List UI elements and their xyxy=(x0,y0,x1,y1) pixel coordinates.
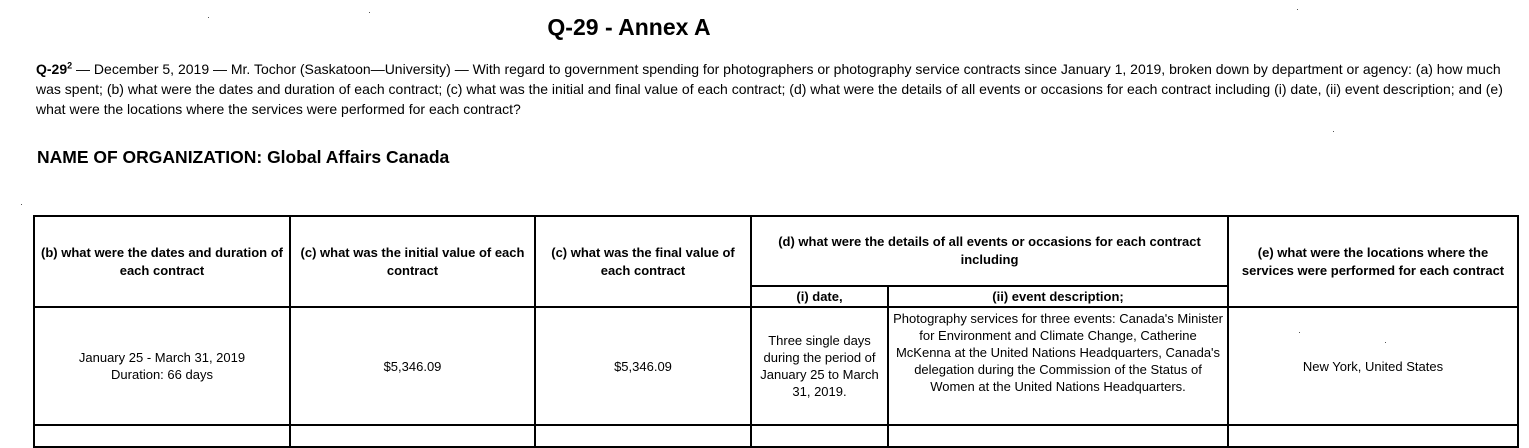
cell-location: New York, United States xyxy=(1228,307,1518,425)
contract-dates: January 25 - March 31, 2019 xyxy=(78,350,246,365)
cell-event-description: Photography services for three events: Canada's Minister for Environment and Climate Change, Catherine McKenna at the United Nations Headquarters, Canada's delegation during the Commission of the Status of Women at the United Nations Headquarters. xyxy=(888,307,1228,425)
question-paragraph xyxy=(36,59,1516,119)
cell-final-value: $5,346.09 xyxy=(535,307,751,425)
scan-speck xyxy=(1297,9,1298,10)
organization-name: NAME OF ORGANIZATION: Global Affairs Canada xyxy=(37,147,450,167)
table-row xyxy=(34,307,1518,425)
scan-speck xyxy=(1299,332,1300,333)
scan-speck xyxy=(369,12,370,13)
scan-speck xyxy=(1333,131,1334,132)
header-final-value: (c) what was the final value of each contract xyxy=(535,216,751,307)
contracts-table xyxy=(33,215,1519,448)
scan-speck xyxy=(21,204,22,205)
cell-empty xyxy=(1228,425,1518,447)
scan-speck xyxy=(208,17,209,18)
cell-empty xyxy=(535,425,751,447)
table-header-row xyxy=(34,216,1518,286)
scan-speck xyxy=(1385,342,1386,343)
cell-dates-duration xyxy=(34,307,290,425)
cell-empty xyxy=(34,425,290,447)
cell-event-date: Three single days during the period of January 25 to March 31, 2019. xyxy=(751,307,888,425)
cell-empty xyxy=(888,425,1228,447)
header-event-description: (ii) event description; xyxy=(888,286,1228,307)
contract-duration: Duration: 66 days xyxy=(111,367,213,382)
header-event-date: (i) date, xyxy=(751,286,888,307)
cell-initial-value: $5,346.09 xyxy=(290,307,535,425)
table-row-continued xyxy=(34,425,1518,447)
question-id: $Q-29^2$ xyxy=(36,60,73,77)
cell-empty xyxy=(290,425,535,447)
header-initial-value: (c) what was the initial value of each contract xyxy=(290,216,535,307)
header-event-details: (d) what were the details of all events or occasions for each contract including xyxy=(751,216,1228,286)
header-locations: (e) what were the locations where the services were performed for each contract xyxy=(1228,216,1518,307)
document-title: Q-29 - Annex A xyxy=(547,14,711,40)
header-dates-duration: (b) what were the dates and duration of each contract xyxy=(34,216,290,307)
question-text: — December 5, 2019 — Mr. Tochor (Saskatoon—University) — With regard to government spending for photographers or photography service contracts since January 1, 2019, broken down by department or agency: (a) how much was spent; (b) what were the dates and duration of each contract; (c) what was the initial and final value of each contract; (d) what were the details of all events or occasions for each contract including (i) date, (ii) event description; and (e) what were the locations where the services were performed for each contract? xyxy=(36,61,1503,117)
footnote-marker: 2 xyxy=(67,60,73,71)
cell-empty xyxy=(751,425,888,447)
